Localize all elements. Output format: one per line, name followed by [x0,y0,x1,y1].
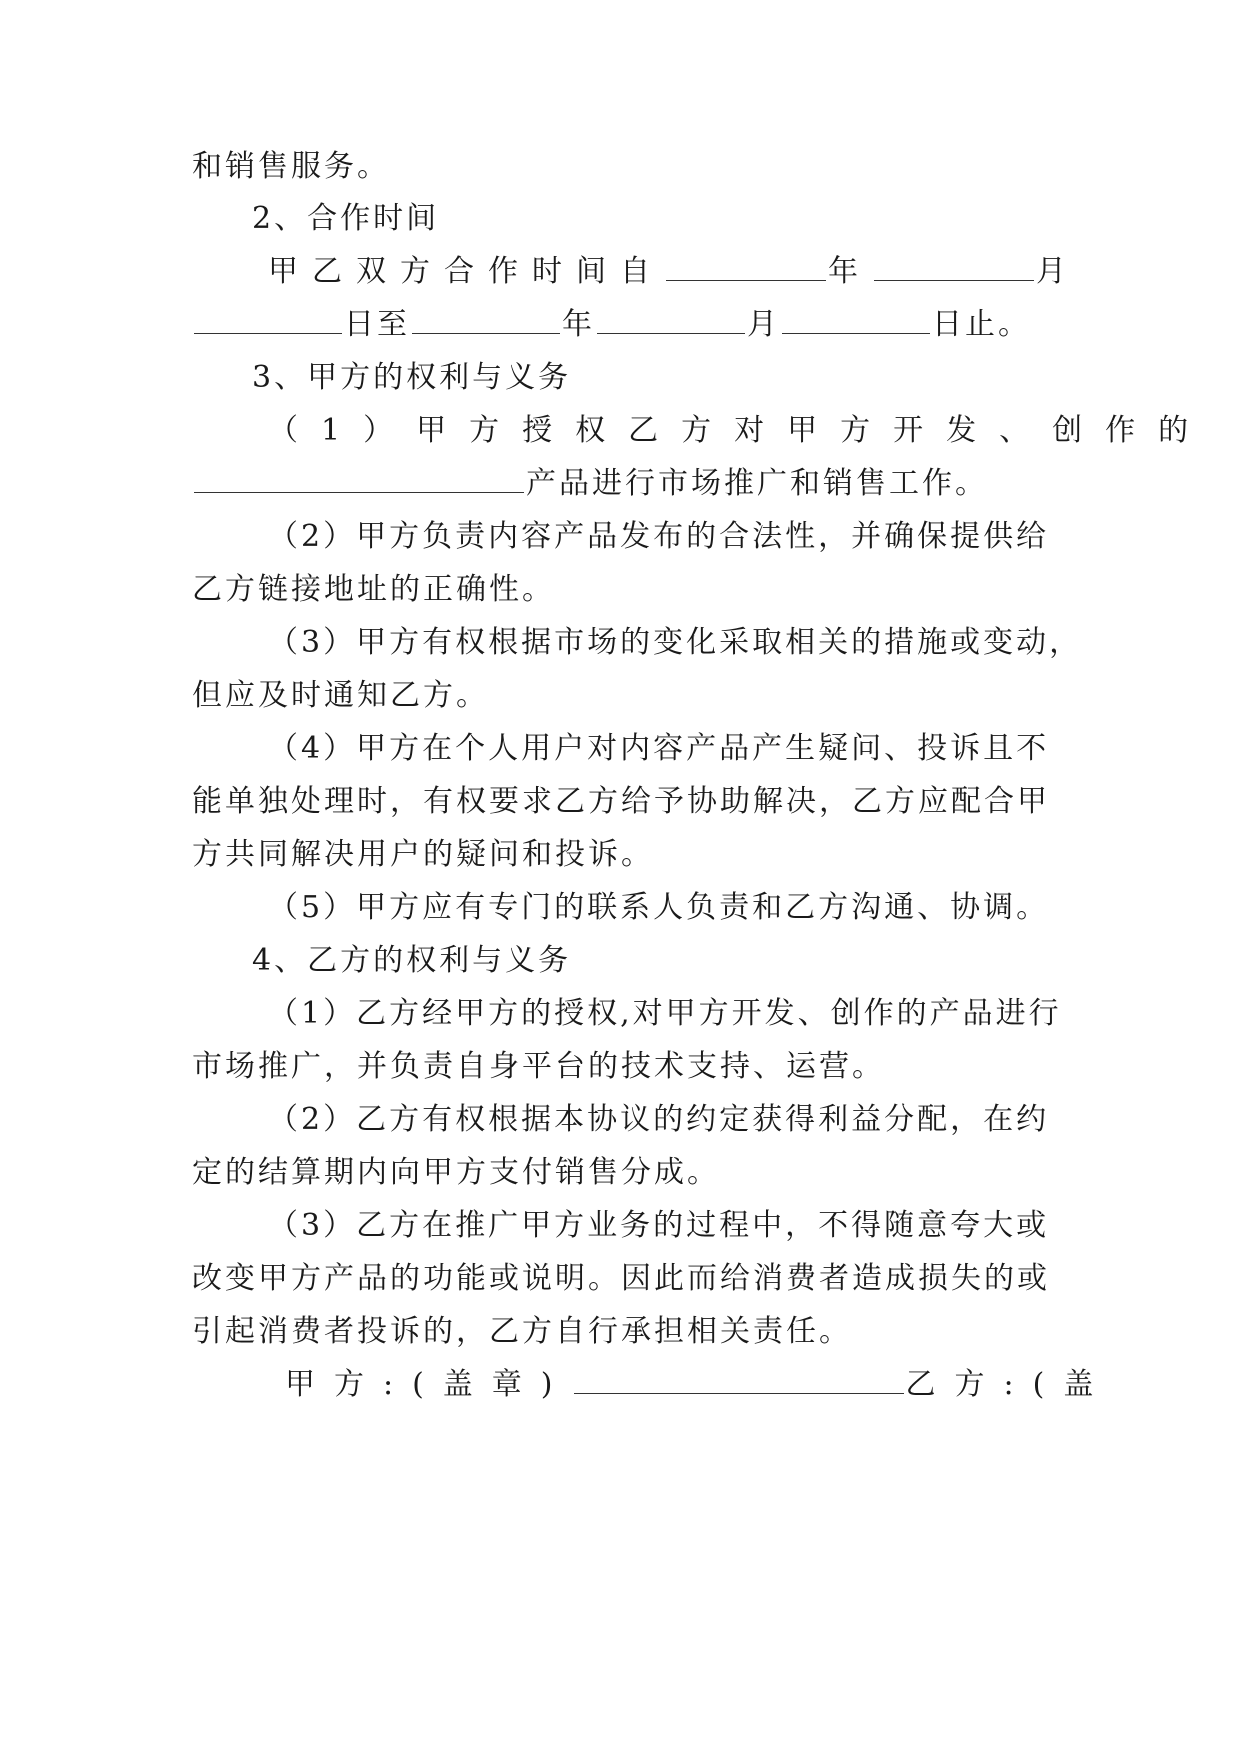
text: （3）乙方在推广甲方业务的过程中，不得随意夸大或 [268,1208,1050,1243]
paragraph-line [192,305,1054,345]
party-a-label: 甲方:(盖章) [285,1367,572,1402]
paragraph-line [192,570,1054,610]
text: 2、合作时间 [252,201,440,236]
signature-line [285,1365,1147,1405]
text: 改变甲方产品的功能或说明。因此而给消费者造成损失的或 [192,1261,1050,1296]
paragraph-line [192,464,1054,504]
text: 引起消费者投诉的，乙方自行承担相关责任。 [192,1314,852,1349]
text: 日至 [344,307,410,342]
paragraph-line [192,1312,1054,1352]
text: 和销售服务。 [192,149,390,184]
text: 方共同解决用户的疑问和投诉。 [192,837,654,872]
text: 乙方链接地址的正确性。 [192,572,555,607]
text: 能单独处理时，有权要求乙方给予协助解决，乙方应配合甲 [192,784,1050,819]
text: （2）甲方负责内容产品发布的合法性，并确保提供给 [268,519,1050,554]
paragraph-line [192,676,1054,716]
blank-line [574,1367,904,1394]
party-b-label: 乙方:(盖 [905,1367,1113,1402]
paragraph-line [192,782,1054,822]
text: 甲乙双方合作时间自 [268,254,664,289]
blank-line [782,307,930,334]
section-heading [252,199,1114,239]
blank-line [194,466,524,493]
paragraph-line [268,1100,1130,1140]
blank-line [412,307,560,334]
section-heading [252,358,1114,398]
text: 但应及时通知乙方。 [192,678,489,713]
text: 月 [1036,254,1080,289]
text: 年 [828,254,872,289]
text: 日止。 [932,307,1031,342]
text: 月 [747,307,780,342]
paragraph-line [268,888,1130,928]
paragraph-line [268,411,1212,451]
text: 4、乙方的权利与义务 [252,943,572,978]
text: 市场推广，并负责自身平台的技术支持、运营。 [192,1049,885,1084]
paragraph-line [268,252,1130,292]
text: 年 [562,307,595,342]
text: （4）甲方在个人用户对内容产品产生疑问、投诉且不 [268,731,1050,766]
paragraph-line [192,147,1054,187]
text: 产品进行市场推广和销售工作。 [526,466,988,501]
paragraph-line [192,1153,1054,1193]
paragraph-line [192,835,1054,875]
section-heading [252,941,1114,981]
text: （2）乙方有权根据本协议的约定获得利益分配，在约 [268,1102,1050,1137]
paragraph-line [268,729,1130,769]
blank-line [194,307,342,334]
paragraph-line [268,1206,1130,1246]
text: （5）甲方应有专门的联系人负责和乙方沟通、协调。 [268,890,1050,925]
text: （1）乙方经甲方的授权,对甲方开发、创作的产品进行 [268,996,1062,1031]
blank-line [874,254,1034,281]
paragraph-line [192,1259,1054,1299]
paragraph-line [268,623,1130,663]
paragraph-line [192,1047,1054,1087]
text: 定的结算期内向甲方支付销售分成。 [192,1155,720,1190]
paragraph-line [268,994,1130,1034]
paragraph-line [268,517,1130,557]
text: （3）甲方有权根据市场的变化采取相关的措施或变动， [268,625,1083,660]
text: 3、甲方的权利与义务 [252,360,572,395]
text: （1）甲方授权乙方对甲方开发、创作的 [268,413,1212,448]
blank-line [666,254,826,281]
blank-line [597,307,745,334]
